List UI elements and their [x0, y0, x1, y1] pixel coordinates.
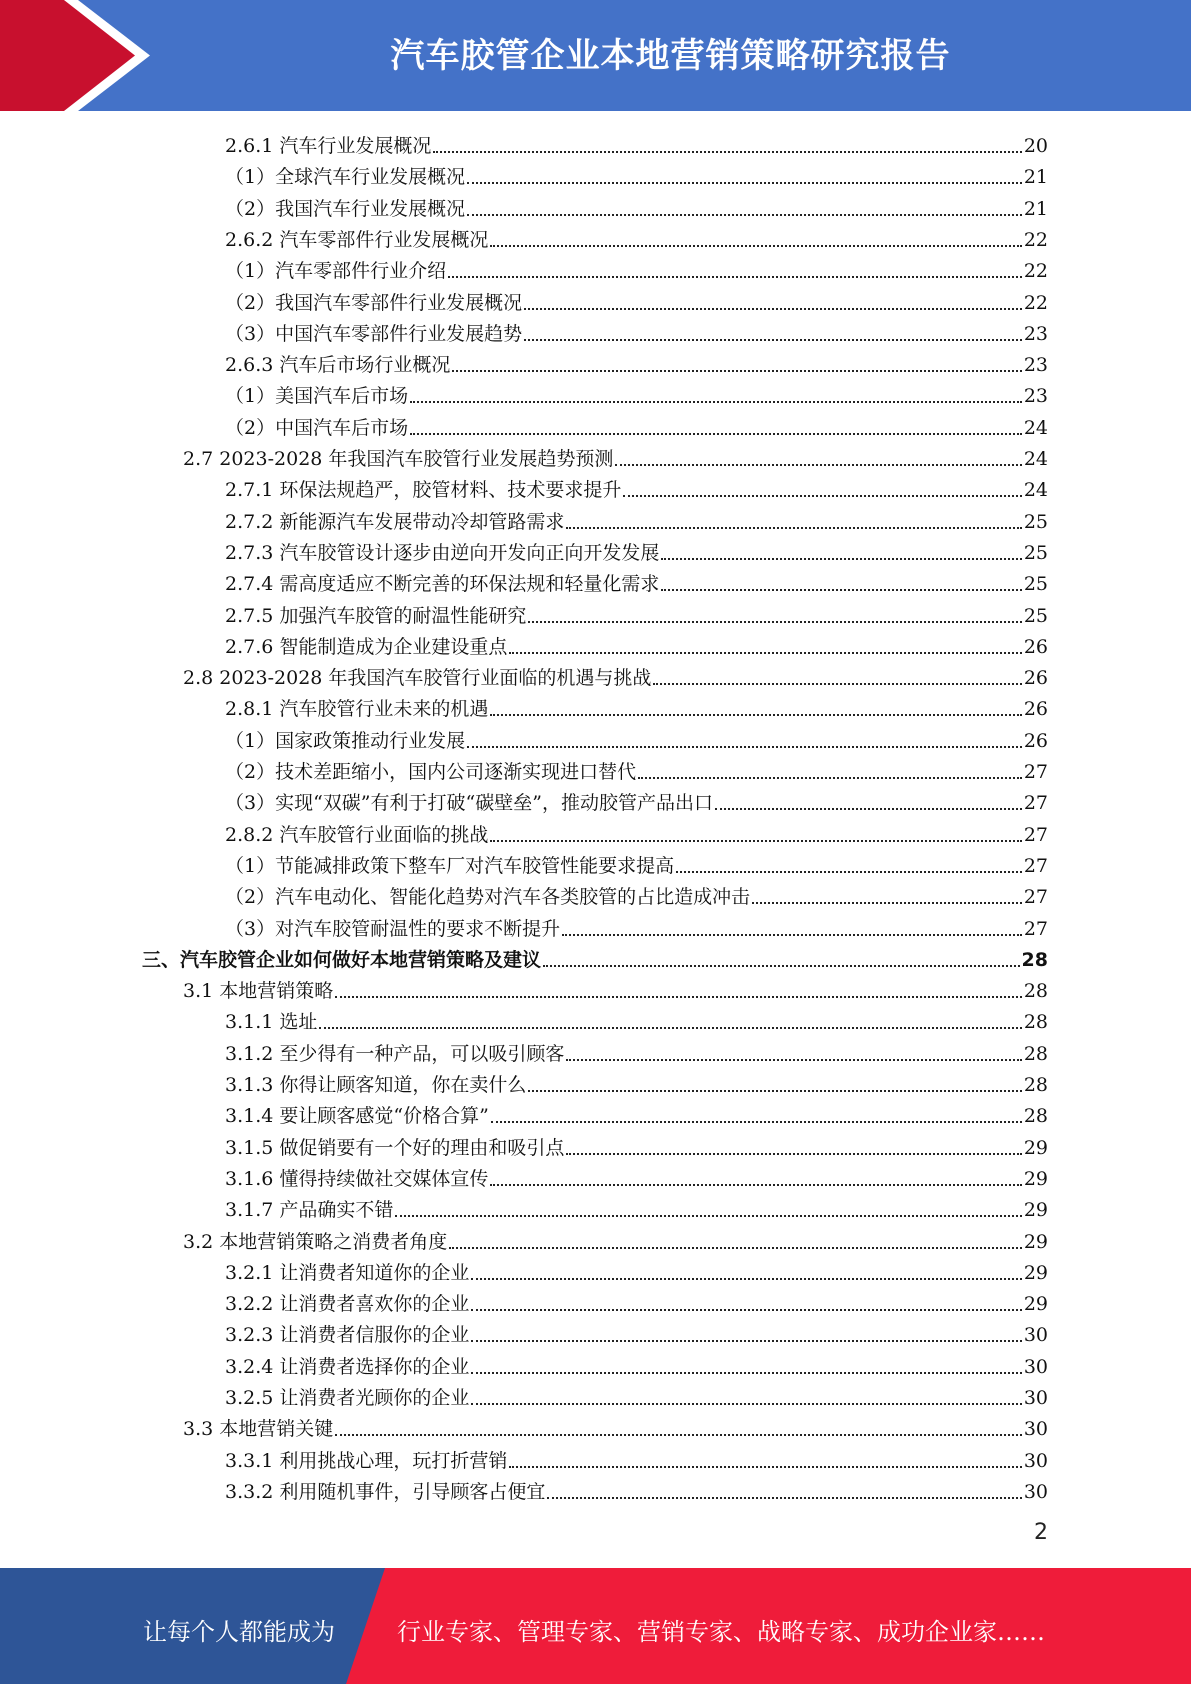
toc-dot-leader [471, 1386, 1021, 1410]
toc-entry-title: 3.1.1 选址 [225, 1011, 318, 1034]
toc-entry-title: 2.6.1 汽车行业发展概况 [225, 135, 432, 157]
toc-entry-title: 3.3 本地营销关键 [183, 1418, 334, 1441]
toc-dot-leader [752, 885, 1022, 909]
toc-entry[interactable] [225, 1348, 1048, 1379]
toc-entry-page: 26 [1023, 667, 1048, 690]
toc-entry-page: 23 [1023, 354, 1048, 377]
toc-entry-page: 24 [1023, 416, 1048, 439]
toc-entry-page: 28 [1023, 1011, 1048, 1034]
toc-dot-leader [490, 697, 1021, 721]
toc-entry-title: 2.6.3 汽车后市场行业概况 [225, 354, 451, 377]
toc-entry[interactable] [183, 1223, 1048, 1254]
toc-dot-leader [509, 635, 1021, 659]
toc-dot-leader [448, 259, 1022, 283]
toc-entry-page: 30 [1023, 1387, 1048, 1409]
toc-entry-page: 27 [1023, 854, 1048, 877]
toc-entry[interactable] [225, 1285, 1048, 1316]
toc-entry[interactable] [225, 1129, 1048, 1160]
toc-entry[interactable] [225, 1035, 1048, 1066]
toc-dot-leader [524, 322, 1022, 346]
toc-entry-page: 25 [1023, 510, 1048, 533]
toc-entry[interactable] [225, 534, 1048, 565]
toc-entry[interactable] [225, 1473, 1048, 1504]
toc-dot-leader [661, 572, 1021, 596]
toc-entry-page: 22 [1023, 291, 1048, 314]
toc-entry-page: 28 [1023, 1105, 1048, 1128]
toc-dot-leader [676, 854, 1022, 878]
toc-entry-page: 24 [1023, 448, 1048, 470]
toc-entry-title: 3.2.2 让消费者喜欢你的企业 [225, 1293, 470, 1316]
toc-entry-page: 26 [1023, 635, 1048, 658]
toc-entry[interactable] [225, 127, 1048, 158]
toc-dot-leader [449, 1230, 1022, 1254]
toc-entry-title: （1）节能减排政策下整车厂对汽车胶管性能要求提高 [225, 854, 675, 877]
toc-entry-page: 27 [1023, 917, 1048, 940]
toc-dot-leader [623, 478, 1021, 502]
toc-entry-title: （3）中国汽车零部件行业发展趋势 [225, 322, 523, 345]
toc-dot-leader [715, 791, 1022, 815]
toc-dot-leader [653, 666, 1021, 690]
toc-entry-title: 3.1.3 你得让顾客知道，你在卖什么 [225, 1074, 527, 1096]
toc-entry-title: （3）对汽车胶管耐温性的要求不断提升 [225, 917, 561, 940]
toc-entry[interactable] [225, 1316, 1048, 1347]
toc-entry-title: （2）我国汽车零部件行业发展概况 [225, 291, 523, 314]
toc-entry[interactable] [225, 628, 1048, 659]
toc-entry-title: 3.2.5 让消费者光顾你的企业 [225, 1387, 470, 1409]
toc-entry-title: （1）汽车零部件行业介绍 [225, 260, 447, 283]
toc-dot-leader [471, 1292, 1021, 1316]
toc-entry[interactable] [225, 284, 1048, 315]
toc-entry[interactable] [225, 190, 1048, 221]
toc-entry[interactable] [225, 784, 1048, 815]
toc-entry-title: 3.1.7 产品确实不错 [225, 1199, 394, 1222]
toc-dot-leader [467, 729, 1022, 753]
toc-entry[interactable] [225, 409, 1048, 440]
toc-entry-page: 30 [1023, 1355, 1048, 1378]
toc-dot-leader [433, 134, 1021, 158]
toc-entry-page: 28 [1023, 980, 1048, 1003]
toc-dot-leader [615, 447, 1021, 471]
toc-entry-title: 2.7.2 新能源汽车发展带动冷却管路需求 [225, 510, 565, 533]
toc-entry-title: 2.7.4 需高度适应不断完善的环保法规和轻量化需求 [225, 573, 660, 596]
page-footer [0, 1568, 1191, 1684]
toc-entry-page: 27 [1023, 761, 1048, 783]
toc-entry-title: 2.6.2 汽车零部件行业发展概况 [225, 228, 489, 251]
toc-entry-page: 27 [1023, 823, 1048, 846]
toc-entry-title: 2.7 2023-2028 年我国汽车胶管行业发展趋势预测 [183, 448, 614, 470]
toc-entry-title: 2.7.6 智能制造成为企业建设重点 [225, 635, 508, 658]
toc-entry-page: 29 [1023, 1230, 1048, 1253]
toc-dot-leader [490, 228, 1021, 252]
toc-dot-leader [566, 1042, 1021, 1066]
toc-entry[interactable] [225, 1003, 1048, 1034]
toc-entry[interactable] [225, 315, 1048, 346]
toc-entry[interactable] [142, 941, 1048, 972]
toc-entry-page: 26 [1023, 729, 1048, 752]
toc-entry[interactable] [225, 878, 1048, 909]
toc-entry-page: 29 [1023, 1261, 1048, 1284]
toc-entry-title: 3.2 本地营销策略之消费者角度 [183, 1230, 448, 1253]
toc-dot-leader [543, 948, 1020, 972]
toc-entry-page: 25 [1023, 573, 1048, 596]
toc-entry-title: （2）我国汽车行业发展概况 [225, 197, 466, 220]
toc-entry-page: 30 [1023, 1480, 1048, 1503]
toc-dot-leader [490, 823, 1021, 847]
toc-entry-page: 21 [1023, 166, 1048, 189]
toc-entry-page: 26 [1023, 698, 1048, 721]
toc-entry[interactable] [225, 1254, 1048, 1285]
toc-entry-title: 三、汽车胶管企业如何做好本地营销策略及建议 [142, 948, 542, 971]
toc-dot-leader [509, 1449, 1021, 1473]
toc-entry-title: （1）美国汽车后市场 [225, 385, 409, 408]
toc-entry-title: 2.8.2 汽车胶管行业面临的挑战 [225, 823, 489, 846]
toc-dot-leader [335, 1417, 1022, 1441]
toc-entry-page: 29 [1023, 1136, 1048, 1159]
toc-entry-page: 22 [1023, 228, 1048, 251]
toc-dot-leader [471, 1355, 1021, 1379]
toc-dot-leader [410, 416, 1022, 440]
toc-dot-leader [410, 384, 1022, 408]
toc-dot-leader [528, 1073, 1021, 1097]
toc-dot-leader [467, 165, 1022, 189]
toc-entry[interactable] [225, 252, 1048, 283]
toc-entry[interactable] [225, 158, 1048, 189]
toc-entry[interactable] [183, 972, 1048, 1003]
toc-entry-page: 29 [1023, 1199, 1048, 1222]
toc-entry-title: 3.3.1 利用挑战心理，玩打折营销 [225, 1449, 508, 1472]
toc-entry[interactable] [225, 753, 1048, 784]
toc-entry-page: 28 [1023, 1074, 1048, 1096]
toc-dot-leader [491, 1104, 1022, 1128]
toc-entry-page: 29 [1023, 1293, 1048, 1316]
toc-dot-leader [490, 1167, 1021, 1191]
toc-entry-title: 3.1.6 懂得持续做社交媒体宣传 [225, 1167, 489, 1190]
toc-entry-title: （1）全球汽车行业发展概况 [225, 166, 466, 189]
toc-entry-page: 25 [1023, 541, 1048, 564]
toc-entry-page: 28 [1021, 948, 1048, 971]
toc-entry-title: 2.7.5 加强汽车胶管的耐温性能研究 [225, 604, 527, 627]
toc-entry[interactable] [183, 1410, 1048, 1441]
toc-dot-leader [566, 1136, 1021, 1160]
toc-entry-title: 3.1.5 做促销要有一个好的理由和吸引点 [225, 1136, 565, 1159]
toc-dot-leader [566, 510, 1021, 534]
toc-dot-leader [661, 541, 1021, 565]
toc-dot-leader [562, 917, 1022, 941]
toc-dot-leader [638, 760, 1022, 784]
toc-entry[interactable] [225, 1097, 1048, 1128]
toc-entry-page: 27 [1023, 792, 1048, 815]
toc-dot-leader [395, 1198, 1021, 1222]
toc-entry-title: （2）中国汽车后市场 [225, 416, 409, 439]
document-title: 汽车胶管企业本地营销策略研究报告 [390, 36, 951, 76]
toc-dot-leader [471, 1261, 1021, 1285]
toc-entry-title: 2.8 2023-2028 年我国汽车胶管行业面临的机遇与挑战 [183, 667, 652, 690]
toc-entry-title: 2.8.1 汽车胶管行业未来的机遇 [225, 698, 489, 721]
toc-dot-leader [467, 197, 1022, 221]
toc-entry-title: 3.2.3 让消费者信服你的企业 [225, 1324, 470, 1347]
toc-entry-page: 20 [1023, 135, 1048, 157]
toc-entry-page: 25 [1023, 604, 1048, 627]
toc-entry-page: 28 [1023, 1042, 1048, 1065]
toc-entry[interactable] [225, 690, 1048, 721]
toc-entry-title: （2）技术差距缩小，国内公司逐渐实现进口替代 [225, 761, 637, 783]
toc-entry-title: （3）实现“双碳”有利于打破“碳壁垒”，推动胶管产品出口 [225, 792, 713, 815]
toc-dot-leader [547, 1480, 1021, 1504]
toc-entry-title: （2）汽车电动化、智能化趋势对汽车各类胶管的占比造成冲击 [225, 886, 751, 909]
toc-entry[interactable] [225, 346, 1048, 377]
toc-entry[interactable] [225, 816, 1048, 847]
toc-entry-page: 29 [1023, 1167, 1048, 1190]
toc-entry[interactable] [225, 847, 1048, 878]
page-number: 2 [1034, 1520, 1048, 1545]
toc-entry[interactable] [225, 597, 1048, 628]
toc-entry-title: 3.2.1 让消费者知道你的企业 [225, 1261, 470, 1284]
footer-slogan-left: 让每个人都能成为 [143, 1618, 335, 1646]
toc-entry[interactable] [225, 565, 1048, 596]
toc-entry-page: 23 [1023, 385, 1048, 408]
toc-entry[interactable] [225, 503, 1048, 534]
toc-entry[interactable] [183, 659, 1048, 690]
toc-dot-leader [335, 979, 1022, 1003]
page-header [0, 0, 1191, 111]
toc-entry[interactable] [225, 377, 1048, 408]
toc-entry[interactable] [225, 1066, 1048, 1097]
toc-entry-page: 27 [1023, 886, 1048, 909]
header-arrow-logo [0, 0, 160, 111]
toc-dot-leader [319, 1010, 1021, 1034]
toc-entry[interactable] [225, 1379, 1048, 1410]
toc-dot-leader [528, 604, 1021, 628]
footer-slogan-right: 行业专家、管理专家、营销专家、战略专家、成功企业家…… [397, 1618, 1045, 1646]
toc-dot-leader [471, 1323, 1021, 1347]
toc-dot-leader [524, 291, 1022, 315]
toc-entry-page: 30 [1023, 1324, 1048, 1347]
toc-entry-page: 30 [1023, 1449, 1048, 1472]
toc-entry-page: 24 [1023, 479, 1048, 502]
toc-entry[interactable] [225, 471, 1048, 502]
toc-entry[interactable] [183, 440, 1048, 471]
toc-dot-leader [452, 353, 1021, 377]
toc-entry-page: 30 [1023, 1418, 1048, 1441]
toc-entry-title: 3.1 本地营销策略 [183, 980, 334, 1003]
toc-entry-title: 3.1.4 要让顾客感觉“价格合算” [225, 1105, 489, 1128]
toc-entry-page: 21 [1023, 197, 1048, 220]
toc-entry-title: 3.1.2 至少得有一种产品，可以吸引顾客 [225, 1042, 565, 1065]
toc-entry[interactable] [225, 1160, 1048, 1191]
toc-entry-page: 22 [1023, 260, 1048, 283]
toc-entry[interactable] [225, 221, 1048, 252]
toc-entry-page: 23 [1023, 322, 1048, 345]
toc-entry[interactable] [225, 910, 1048, 941]
toc-entry-title: （1）国家政策推动行业发展 [225, 729, 466, 752]
toc-entry[interactable] [225, 722, 1048, 753]
toc-entry[interactable] [225, 1442, 1048, 1473]
toc-entry[interactable] [225, 1191, 1048, 1222]
toc-entry-title: 2.7.3 汽车胶管设计逐步由逆向开发向正向开发发展 [225, 541, 660, 564]
toc-entry-title: 2.7.1 环保法规趋严，胶管材料、技术要求提升 [225, 479, 622, 502]
toc-entry-title: 3.2.4 让消费者选择你的企业 [225, 1355, 470, 1378]
toc-entry-title: 3.3.2 利用随机事件，引导顾客占便宜 [225, 1480, 546, 1503]
